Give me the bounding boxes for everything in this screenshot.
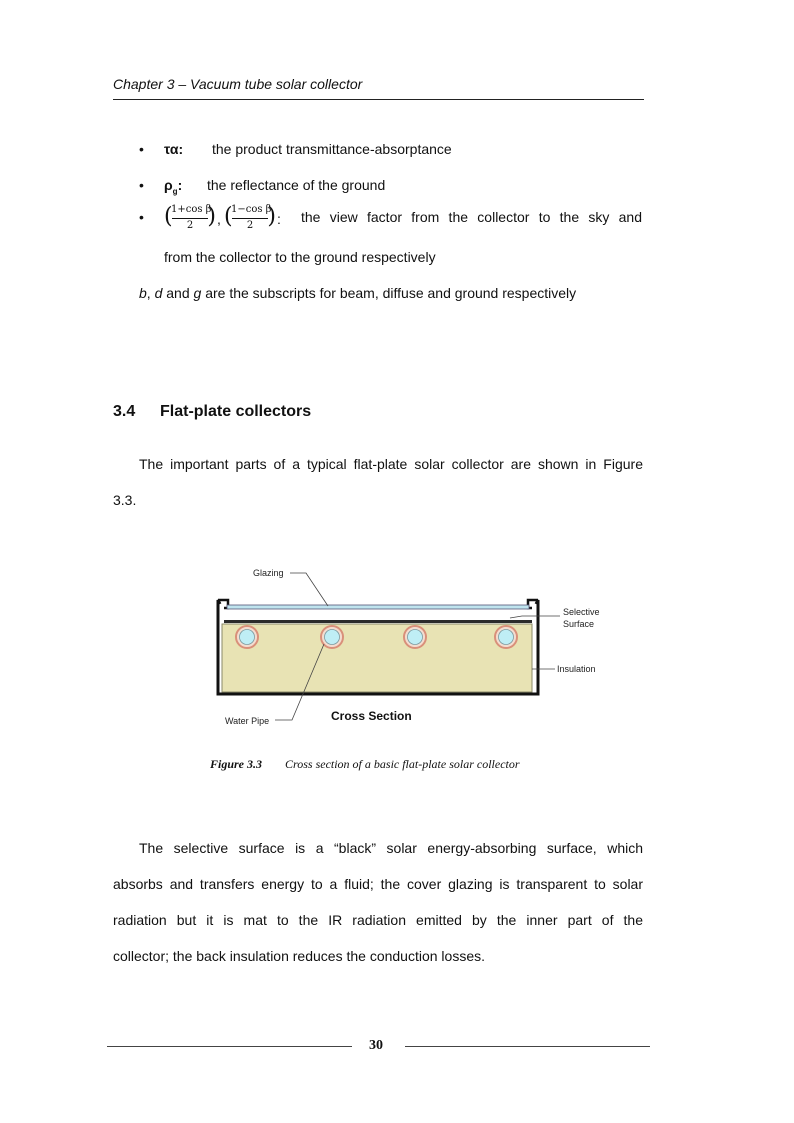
figure-cross-section bbox=[210, 560, 610, 730]
symbol-tau-alpha: τα: bbox=[164, 141, 184, 157]
footer-rule-left bbox=[107, 1046, 352, 1047]
figure-caption-label: Figure 3.3 bbox=[210, 757, 263, 771]
collector-diagram bbox=[210, 560, 610, 730]
intro-paragraph-line-2: 3.3. bbox=[113, 492, 137, 508]
section-title: Flat-plate collectors bbox=[160, 403, 312, 420]
bullet-dot: • bbox=[139, 177, 144, 193]
label-water-pipe: Water Pipe bbox=[225, 716, 270, 726]
water-pipe-bore bbox=[325, 630, 340, 645]
bullet-dot: • bbox=[139, 141, 144, 157]
symbol-rho-g: $\rho_g$: bbox=[164, 177, 183, 196]
selective-leader bbox=[510, 616, 560, 618]
body-paragraph-line-4: collector; the back insulation reduces the conduction losses. bbox=[113, 948, 485, 964]
water-pipe-bore bbox=[240, 630, 255, 645]
glazing-cover bbox=[227, 605, 529, 609]
bullet-text: the product transmittance-absorptance bbox=[212, 141, 452, 157]
body-paragraph-line-1: The selective surface is a “black” solar energy-absorbing surface, which bbox=[139, 840, 643, 856]
glazing-leader bbox=[290, 573, 328, 606]
bullet-text-continued: from the collector to the ground respectively bbox=[164, 249, 436, 265]
intro-paragraph-line-1: The important parts of a typical flat-plate solar collector are shown in Figure bbox=[139, 456, 643, 472]
bullet-text: the reflectance of the ground bbox=[207, 177, 386, 193]
label-selective-1: Selective bbox=[563, 607, 600, 617]
page-number: 30 bbox=[369, 1038, 383, 1053]
body-paragraph-line-3: radiation but it is mat to the IR radiation emitted by the inner part of the bbox=[113, 912, 643, 928]
section-number: 3.4 bbox=[113, 403, 136, 420]
footer-rule-right bbox=[405, 1046, 650, 1047]
water-pipe-bore bbox=[408, 630, 423, 645]
view-factor-formula: ( 1+cos β 2 ) , ( 1−cos β 2 ) : bbox=[164, 204, 281, 231]
label-cross-section: Cross Section bbox=[331, 709, 412, 723]
bullet-dot: • bbox=[139, 209, 144, 225]
fraction-ground: ( 1−cos β 2 ) bbox=[224, 204, 276, 231]
body-paragraph-line-2: absorbs and transfers energy to a fluid; the cover glazing is transparent to solar bbox=[113, 876, 643, 892]
selective-surface bbox=[224, 620, 532, 623]
subscripts-note: b, d and g are the subscripts for beam, diffuse and ground respectively bbox=[139, 285, 577, 301]
water-pipe-bore bbox=[499, 630, 514, 645]
figure-caption-text: Cross section of a basic flat-plate solar collector bbox=[285, 757, 520, 771]
header-rule bbox=[113, 99, 644, 100]
fraction-sky: ( 1+cos β 2 ) bbox=[164, 204, 216, 231]
insulation-block bbox=[222, 624, 532, 692]
label-glazing: Glazing bbox=[253, 568, 284, 578]
label-insulation: Insulation bbox=[557, 664, 596, 674]
bullet-text: the view factor from the collector to the sky and bbox=[301, 209, 642, 225]
running-header: Chapter 3 – Vacuum tube solar collector bbox=[113, 76, 363, 92]
label-selective-2: Surface bbox=[563, 619, 595, 629]
